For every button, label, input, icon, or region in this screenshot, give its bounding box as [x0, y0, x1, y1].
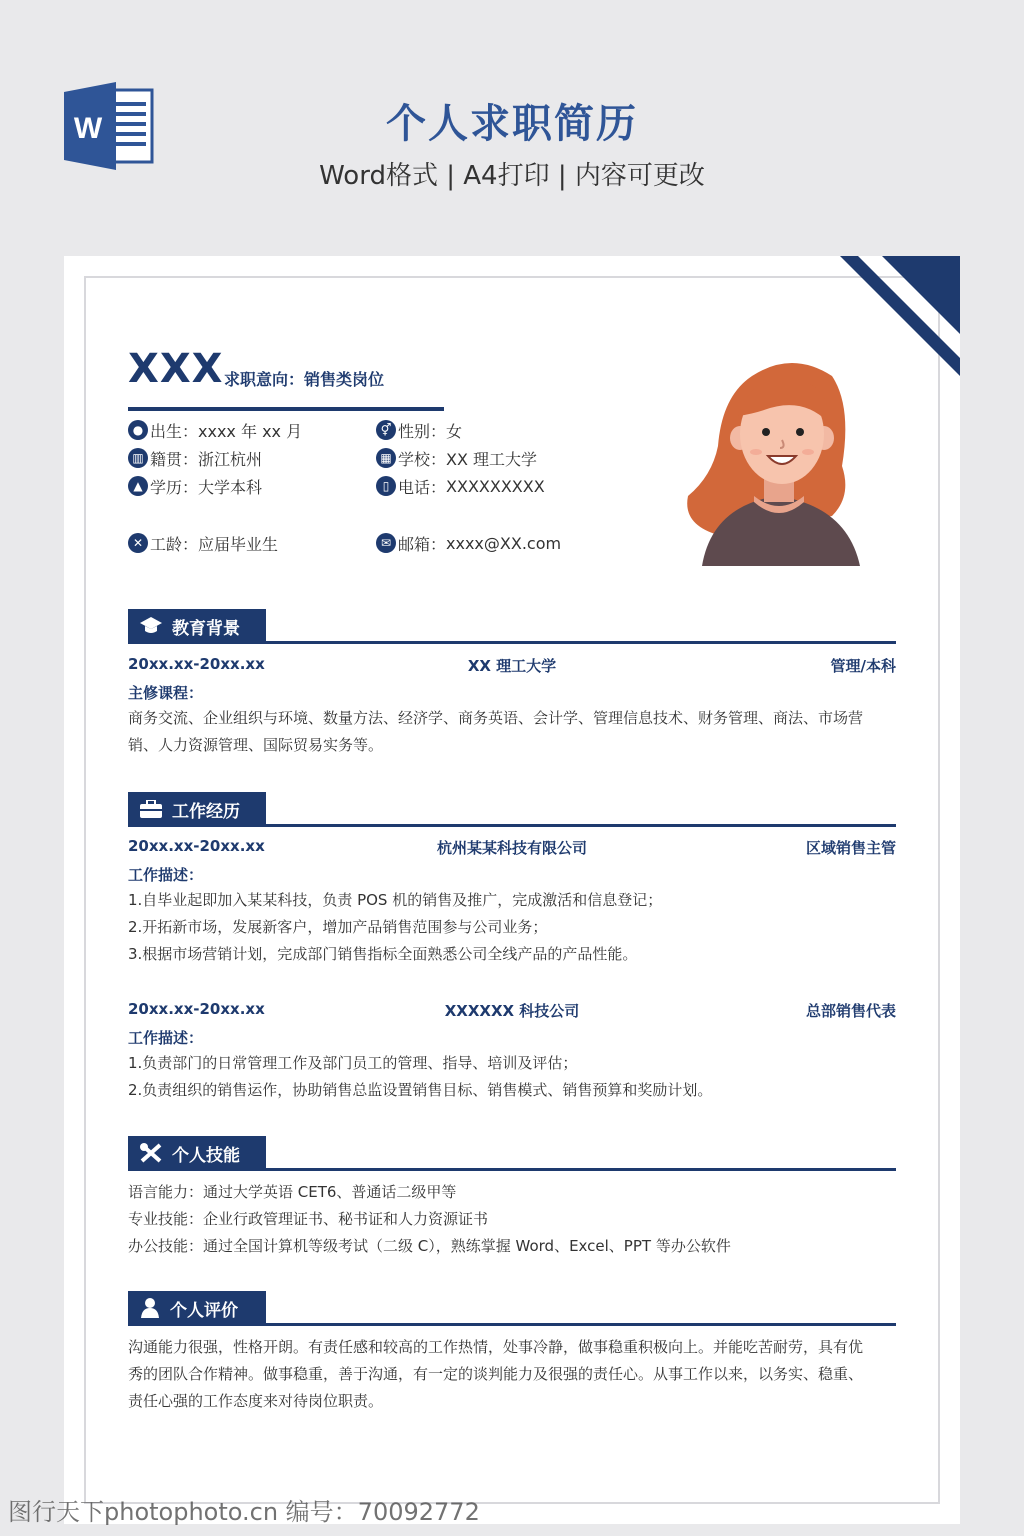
info-hometown: ▥ 籍贯： 浙江杭州: [128, 447, 262, 469]
section-work-header: [128, 792, 896, 828]
job-row: [128, 837, 896, 859]
education-row: [128, 655, 896, 677]
education-school: XX 理工大学: [467, 657, 557, 675]
job-company: XXXXXX 科技公司: [444, 1002, 580, 1020]
name-underline: [128, 407, 444, 411]
avatar: [682, 356, 878, 566]
job-position: 区域销售主管: [805, 839, 896, 857]
briefcase-icon: [140, 800, 162, 818]
section-skills-tab: 个人技能: [128, 1136, 266, 1170]
job-company: 杭州某某科技有限公司: [436, 839, 587, 857]
info-gender: ⚥ 性别： 女: [376, 419, 462, 441]
candidate-name: XXX: [128, 346, 224, 392]
section-rule: [128, 1323, 896, 1326]
courses-label: 主修课程：: [128, 684, 204, 702]
section-rule: [128, 1168, 896, 1171]
tools-icon: ✕: [128, 533, 148, 553]
resume-paper: [64, 256, 960, 1524]
info-experience: ✕ 工龄： 应届毕业生: [128, 532, 278, 554]
courses-text: 商务交流、企业组织与环境、数量方法、经济学、商务英语、会计学、管理信息技术、财务管理、商法、市场营 销、人力资源管理、国际贸易实务等。: [128, 709, 864, 754]
job-intent: 求职意向：销售类岗位: [224, 370, 385, 389]
school-icon: ▦: [376, 448, 396, 468]
graduation-cap-icon: ▲: [128, 476, 148, 496]
info-degree: ▲ 学历： 大学本科: [128, 475, 262, 497]
evaluation-text: 沟通能力很强，性格开朗。有责任感和较高的工作热情，处事冷静，做事稳重积极向上。并能吃苦耐劳，具有优 秀的团队合作精神。做事稳重，善于沟通，有一定的谈判能力及很强的责任心。从事工作以来，以务实、稳重、 责任心强的工作态度来对待岗位职责。: [128, 1338, 864, 1410]
info-school: ▦ 学校： XX 理工大学: [376, 447, 537, 469]
building-icon: ▥: [128, 448, 148, 468]
job-desc-text: 1.负责部门的日常管理工作及部门员工的管理、指导、培训及评估； 2.负责组织的销售运作，协助销售总监设置销售目标、销售模式、销售预算和奖励计划。: [128, 1054, 713, 1099]
info-phone: ▯ 电话： XXXXXXXXX: [376, 475, 545, 497]
job-desc-text: 1.自毕业起即加入某某科技，负责 POS 机的销售及推广，完成激活和信息登记； 2.开拓新市场，发展新客户，增加产品销售范围参与公司业务； 3.根据市场营销计划，完成部门销售指标全面熟悉公司全线产品的产品性能。: [128, 891, 663, 963]
section-evaluation-tab: 个人评价: [128, 1291, 266, 1325]
job-desc-label: 工作描述：: [128, 1029, 204, 1047]
section-education-tab: 教育背景: [128, 609, 266, 643]
job-desc-label: 工作描述：: [128, 866, 204, 884]
section-skills-header: [128, 1136, 896, 1172]
graduation-cap-icon: [140, 617, 162, 635]
info-email: ✉ 邮箱： xxxx@XX.com: [376, 532, 561, 554]
page-subtitle: Word格式 | A4打印 | 内容可更改: [319, 161, 705, 191]
education-major: 管理/本科: [830, 657, 896, 675]
watermark: 图行天下photophoto.cn 编号：70092772: [8, 1498, 480, 1526]
mail-icon: ✉: [376, 533, 396, 553]
gender-icon: ⚥: [376, 420, 396, 440]
section-rule: [128, 824, 896, 827]
job-period: 20xx.xx-20xx.xx: [128, 837, 265, 855]
person-icon: ●: [128, 420, 148, 440]
section-rule: [128, 641, 896, 644]
section-work-tab: 工作经历: [128, 792, 266, 826]
education-period: 20xx.xx-20xx.xx: [128, 655, 265, 673]
job-position: 总部销售代表: [805, 1002, 896, 1020]
info-birth: ● 出生： xxxx 年 xx 月: [128, 419, 302, 441]
section-evaluation-header: [128, 1291, 896, 1327]
skills-text: 语言能力：通过大学英语 CET6、普通话二级甲等 专业技能：企业行政管理证书、秘书证和人力资源证书 办公技能：通过全国计算机等级考试（二级 C），熟练掌握 Word、Excel、PPT 等办公软件: [128, 1183, 731, 1255]
job-period: 20xx.xx-20xx.xx: [128, 1000, 265, 1018]
phone-icon: ▯: [376, 476, 396, 496]
svg-text:W: W: [73, 112, 103, 145]
tools-icon: [140, 1143, 162, 1163]
section-education-header: [128, 609, 896, 645]
page-title: 个人求职简历: [386, 101, 638, 147]
user-icon: [140, 1298, 160, 1318]
job-row: [128, 1000, 896, 1022]
